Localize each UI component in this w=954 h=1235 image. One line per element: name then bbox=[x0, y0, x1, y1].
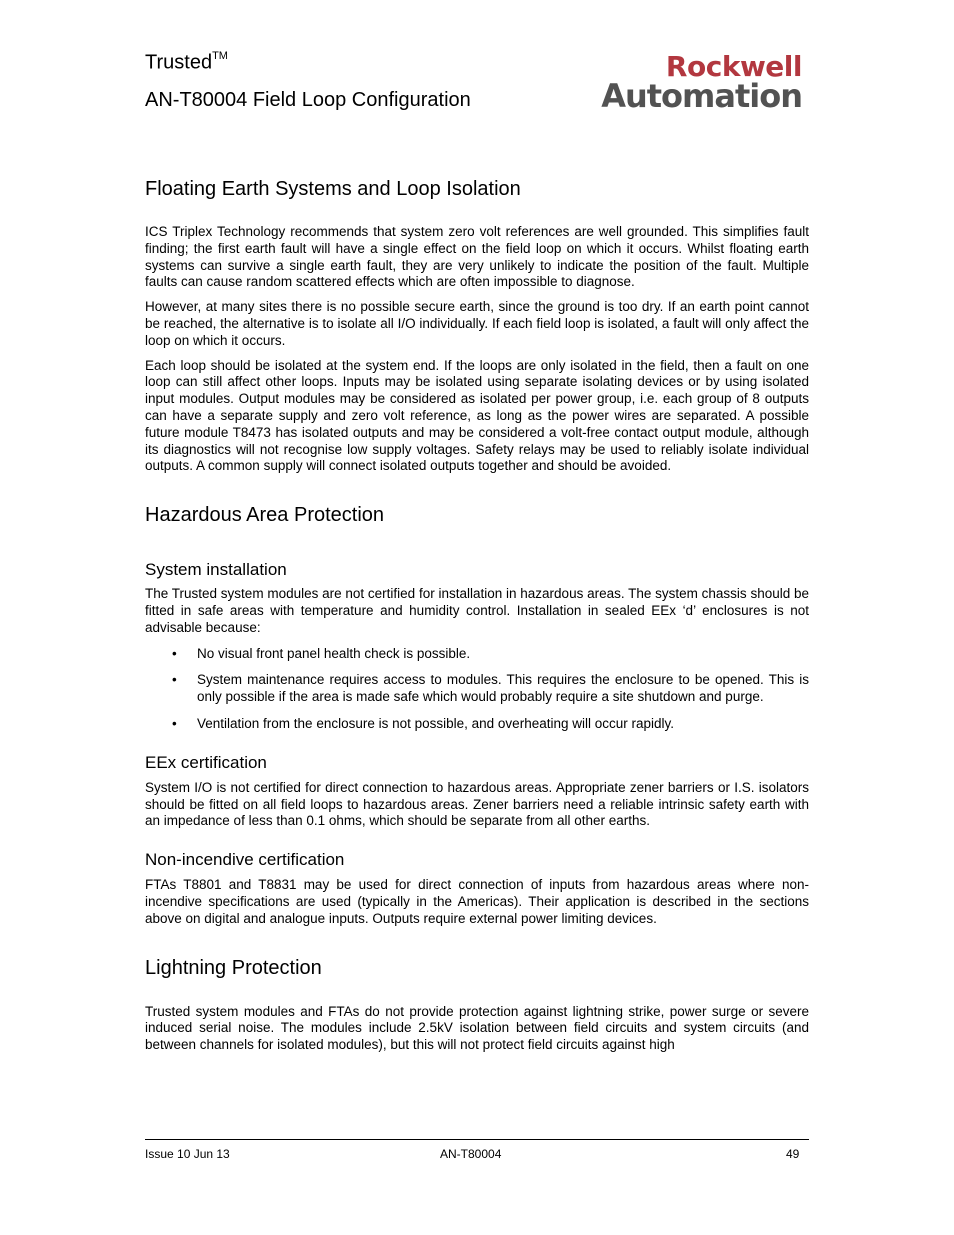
nonincendive-paragraph: FTAs T8801 and T8831 may be used for direct connection of inputs from hazardous areas where non-incendive specifications are used (typically in the Americas). Their application is described in the sections above on digital and analogue inputs. Outputs require external power limiting devices. bbox=[145, 877, 809, 926]
lightning-paragraph: Trusted system modules and FTAs do not provide protection against lightning strike, power surge or severe induced serial noise. The modules include 2.5kV isolation between field circuits and system circuits (and between channels for isolated modules), but this will not protect field circuits against high bbox=[145, 1003, 809, 1053]
footer-page-number: 49 bbox=[786, 1147, 800, 1161]
rockwell-automation-logo bbox=[566, 52, 802, 114]
main-content bbox=[145, 175, 809, 1054]
floating-paragraph-3: Each loop should be isolated at the system end. If the loops are only isolated in the field, then a fault on one loop can still affect other loops. Inputs may be isolated using separate isolating devices or by using isolated input modules. Output modules may be considered as isolated per power group, i.e. each group of 8 outputs can have a separate supply and zero volt reference, as long as the power wires are separated. A possible future module T8473 has isolated outputs and may be considered a volt-free contact output module, although its diagnostics will not recognise low supply voltages. Safety relays may be used to reliably isolate individual outputs. A common supply will connect isolated outputs together and should be avoided. bbox=[145, 357, 809, 474]
section-heading-lightning: Lightning Protection bbox=[145, 956, 322, 979]
eex-paragraph: System I/O is not certified for direct connection to hazardous areas. Appropriate zener barriers or I.S. isolators should be fitted on all field loops to hazardous areas. Zener barriers need a reliable intrinsic safety earth with an impedance of less than 0.1 ohms, which should be separate from all other earths. bbox=[145, 779, 809, 829]
footer-divider bbox=[145, 1139, 809, 1140]
logo-line-2: Automation bbox=[601, 77, 802, 115]
list-item-text: System maintenance requires access to modules. This requires the enclosure to be opened. This is only possible if the area is made safe which would probably require a site shutdown and purge. bbox=[197, 672, 809, 705]
section-heading-floating: Floating Earth Systems and Loop Isolation bbox=[145, 178, 521, 200]
floating-paragraph-2: However, at many sites there is no possible secure earth, since the ground is too dry. If an earth point cannot be reached, the alternative is to isolate all I/O individually. If each field loop is isolated, a fault will only affect the loop on which it occurs. bbox=[145, 299, 809, 348]
list-item-text: No visual front panel health check is possible. bbox=[197, 645, 471, 661]
subheading-nonincendive-certification: Non-incendive certification bbox=[145, 850, 345, 870]
list-item bbox=[145, 646, 809, 663]
list-item bbox=[145, 672, 809, 706]
list-item bbox=[145, 716, 809, 733]
trademark-sup: TM bbox=[212, 50, 228, 62]
bullet-list bbox=[145, 646, 809, 733]
bullet-marker: • bbox=[172, 672, 177, 688]
subheading-eex-certification: EEx certification bbox=[145, 752, 267, 772]
footer-issue: Issue 10 Jun 13 bbox=[145, 1147, 230, 1161]
header-title-text: Trusted bbox=[145, 51, 213, 74]
floating-paragraph-1: ICS Triplex Technology recommends that system zero volt references are well grounded. This simplifies fault finding; the first earth fault will have a single effect on the field loop on which it occurs. Whilst floating earth systems can survive a single earth fault, they are very unlikely to indicate the position of the fault. Multiple faults can cause random scattered effects which are often impossible to diagnose. bbox=[145, 224, 809, 290]
logo-line-1: Rockwell bbox=[665, 50, 802, 83]
bullet-marker: • bbox=[172, 645, 177, 661]
section-heading-hazardous: Hazardous Area Protection bbox=[145, 504, 385, 527]
bullet-marker: • bbox=[172, 715, 177, 731]
header-subtitle: AN-T80004 Field Loop Configuration bbox=[145, 89, 471, 111]
system-installation-paragraph: The Trusted system modules are not certified for installation in hazardous areas. The system chassis should be fitted in safe areas with temperature and humidity control. Installation in sealed EEx ‘d’ enclosures is not advisable because: bbox=[145, 586, 809, 635]
footer-doc-id: AN-T80004 bbox=[440, 1147, 502, 1161]
list-item-text: Ventilation from the enclosure is not possible, and overheating will occur rapidly. bbox=[197, 715, 675, 731]
subheading-system-installation: System installation bbox=[145, 560, 287, 580]
header-title bbox=[145, 44, 228, 77]
